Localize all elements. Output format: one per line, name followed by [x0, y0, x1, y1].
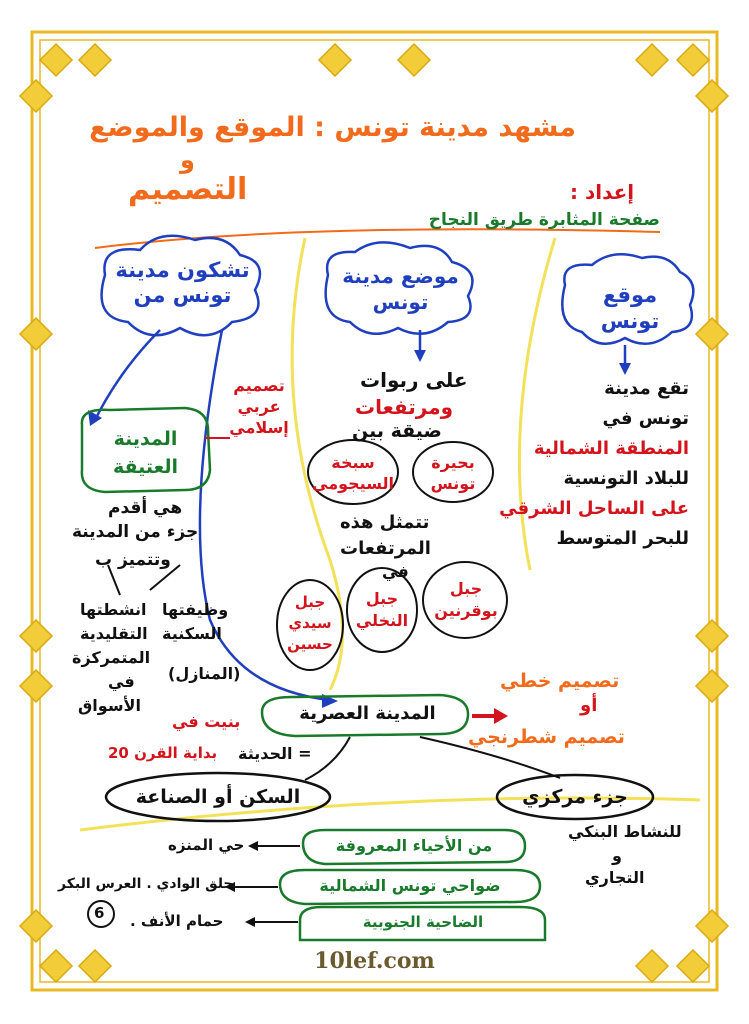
site-line-4: للبلاد التونسية [563, 468, 689, 489]
neighborhood-3: حمام الأنف . [130, 912, 224, 930]
represented-line-1: تتمثل هذه [340, 512, 430, 533]
modern-design-1: تصميم خطي [500, 670, 620, 692]
neighborhood-2: حلق الوادي . العرس البكر [58, 876, 234, 892]
central-label: جزء مركزي [522, 786, 628, 808]
south-label: الضاحية الجنوبية [362, 913, 484, 931]
yellow-divider-right [519, 238, 555, 570]
hill-nakhli-label: جبل النخلي [355, 589, 409, 630]
position-line-3: ضيقة بين [352, 420, 442, 442]
medina-desc-2: جزء من المدينة [72, 522, 199, 542]
medina-activity-3: المتمركزة [72, 648, 151, 667]
modern-built: بنيت في [172, 712, 241, 731]
famous-label: من الأحياء المعروفة [335, 836, 493, 855]
housing-label: السكن أو الصناعة [135, 786, 301, 808]
medina-desc-1: هي أقدم [108, 498, 183, 518]
site-line-2: تونس في [602, 408, 689, 429]
north-label: ضواحي تونس الشمالية [319, 876, 501, 895]
central-desc-1: للنشاط البنكي [568, 822, 682, 841]
medina-function-2: السكنية [162, 624, 222, 643]
hill-sidihassine-label: جبل سيدي حسين [287, 593, 333, 653]
medina-function-3: (المنازل) [168, 664, 241, 683]
site-line-5: على الساحل الشرقي [499, 498, 689, 519]
hill-bouqornine-label: جبل بوقرنين [434, 579, 498, 620]
medina-function-1: وظيفتها [162, 600, 229, 619]
title-line2: التصميم [128, 172, 248, 207]
medina-activity-5: الأسواق [78, 696, 141, 715]
footer-site-name: 10lef.com [314, 948, 435, 974]
medina-desc-3: وتتميز ب [95, 550, 171, 570]
modern-or: أو [580, 695, 598, 716]
central-desc-2: و [612, 846, 622, 865]
sebkha-label: سبخة السيجومي [312, 453, 394, 493]
prepared-by-label: إعداد : [570, 180, 635, 204]
medina-design-label: تصميم عربي إسلامي [229, 376, 289, 437]
orange-separator [95, 229, 660, 248]
site-line-6: للبحر المتوسط [556, 528, 689, 549]
represented-line-3: في [382, 562, 409, 581]
site-line-1: تقع مدينة [604, 378, 689, 399]
modern-label: المدينة العصرية [299, 703, 436, 724]
central-desc-3: التجاري [585, 868, 645, 887]
arrow-to-housing [305, 737, 350, 780]
neighborhood-1: حي المنزه [168, 836, 245, 854]
medina-activity-2: التقليدية [80, 624, 148, 643]
represented-line-2: المرتفعات [340, 538, 431, 559]
lake-tunis-label: بحيرة تونس [430, 453, 476, 493]
medina-label: المدينة العتيقة [112, 428, 179, 478]
arrow-formation-to-medina [95, 330, 160, 420]
cloud-site-label: موقع تونس [600, 283, 660, 333]
page-number: 6 [94, 904, 105, 922]
prepared-by-name: صفحة المثابرة طريق النجاح [428, 210, 660, 230]
position-line-1: على ربوات [360, 368, 468, 392]
medina-activity-1: انشطتها [80, 600, 147, 619]
title-and: و [180, 146, 195, 174]
cloud-formation-label: تشكون مدينة تونس من [115, 258, 250, 307]
position-line-2: ومرتفعات [355, 395, 454, 419]
site-line-3: المنطقة الشمالية [533, 438, 689, 459]
modern-century: بداية القرن 20 [108, 744, 218, 762]
medina-activity-4: في [108, 672, 135, 691]
cloud-position-label: موضع مدينة تونس [342, 264, 459, 314]
modern-word: = الحديثة [238, 744, 312, 763]
modern-design-2: تصميم شطرنجي [468, 726, 625, 748]
title-line1: مشهد مدينة تونس : الموقع والموضع [89, 112, 576, 143]
